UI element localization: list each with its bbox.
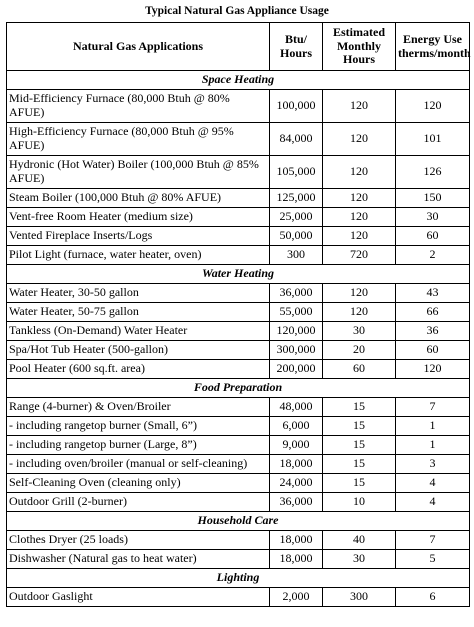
section-title: Water Heating <box>7 265 470 284</box>
hours-cell: 40 <box>323 531 396 550</box>
app-cell: - including rangetop burner (Small, 6”) <box>7 417 270 436</box>
hours-cell: 30 <box>323 550 396 569</box>
btu-cell: 25,000 <box>270 208 323 227</box>
therms-cell: 43 <box>396 284 470 303</box>
table-body <box>7 71 470 607</box>
app-cell: Hydronic (Hot Water) Boiler (100,000 Btuh @ 85% AFUE) <box>7 156 270 189</box>
therms-cell: 30 <box>396 208 470 227</box>
therms-cell: 1 <box>396 436 470 455</box>
therms-cell: 3 <box>396 455 470 474</box>
app-cell: Steam Boiler (100,000 Btuh @ 80% AFUE) <box>7 189 270 208</box>
hours-cell: 120 <box>323 227 396 246</box>
btu-cell: 300 <box>270 246 323 265</box>
app-cell: Range (4-burner) & Oven/Broiler <box>7 398 270 417</box>
app-cell: Water Heater, 50-75 gallon <box>7 303 270 322</box>
app-cell: Pilot Light (furnace, water heater, oven) <box>7 246 270 265</box>
therms-cell: 7 <box>396 398 470 417</box>
table-row <box>7 474 470 493</box>
btu-cell: 18,000 <box>270 550 323 569</box>
table-row <box>7 455 470 474</box>
btu-cell: 55,000 <box>270 303 323 322</box>
app-cell: Pool Heater (600 sq.ft. area) <box>7 360 270 379</box>
therms-cell: 66 <box>396 303 470 322</box>
table-row <box>7 436 470 455</box>
table-row <box>7 227 470 246</box>
hours-cell: 120 <box>323 303 396 322</box>
app-cell: - including rangetop burner (Large, 8”) <box>7 436 270 455</box>
table-row <box>7 550 470 569</box>
table-row <box>7 303 470 322</box>
btu-cell: 36,000 <box>270 284 323 303</box>
btu-cell: 24,000 <box>270 474 323 493</box>
hours-cell: 15 <box>323 398 396 417</box>
header-energy: Energy Use therms/month <box>396 23 470 71</box>
table-row <box>7 398 470 417</box>
section-title: Space Heating <box>7 71 470 90</box>
btu-cell: 50,000 <box>270 227 323 246</box>
hours-cell: 10 <box>323 493 396 512</box>
app-cell: Self-Cleaning Oven (cleaning only) <box>7 474 270 493</box>
btu-cell: 2,000 <box>270 588 323 607</box>
btu-cell: 48,000 <box>270 398 323 417</box>
hours-cell: 120 <box>323 284 396 303</box>
hours-cell: 60 <box>323 360 396 379</box>
therms-cell: 4 <box>396 493 470 512</box>
therms-cell: 4 <box>396 474 470 493</box>
btu-cell: 84,000 <box>270 123 323 156</box>
table-row <box>7 341 470 360</box>
table-row <box>7 588 470 607</box>
btu-cell: 105,000 <box>270 156 323 189</box>
table-row <box>7 189 470 208</box>
table-row <box>7 417 470 436</box>
table-row <box>7 322 470 341</box>
table-row <box>7 284 470 303</box>
therms-cell: 60 <box>396 227 470 246</box>
btu-cell: 100,000 <box>270 90 323 123</box>
section-header-row <box>7 71 470 90</box>
table-row <box>7 156 470 189</box>
section-title: Food Preparation <box>7 379 470 398</box>
hours-cell: 15 <box>323 455 396 474</box>
app-cell: Mid-Efficiency Furnace (80,000 Btuh @ 80% AFUE) <box>7 90 270 123</box>
btu-cell: 36,000 <box>270 493 323 512</box>
app-cell: Spa/Hot Tub Heater (500-gallon) <box>7 341 270 360</box>
section-header-row <box>7 569 470 588</box>
hours-cell: 20 <box>323 341 396 360</box>
btu-cell: 125,000 <box>270 189 323 208</box>
btu-cell: 300,000 <box>270 341 323 360</box>
hours-cell: 15 <box>323 474 396 493</box>
therms-cell: 60 <box>396 341 470 360</box>
therms-cell: 120 <box>396 360 470 379</box>
btu-cell: 18,000 <box>270 455 323 474</box>
hours-cell: 300 <box>323 588 396 607</box>
therms-cell: 2 <box>396 246 470 265</box>
hours-cell: 120 <box>323 189 396 208</box>
table-row <box>7 123 470 156</box>
app-cell: Water Heater, 30-50 gallon <box>7 284 270 303</box>
header-hours: Estimated Monthly Hours <box>323 23 396 71</box>
hours-cell: 30 <box>323 322 396 341</box>
table-row <box>7 246 470 265</box>
hours-cell: 15 <box>323 417 396 436</box>
section-title: Lighting <box>7 569 470 588</box>
table-row <box>7 493 470 512</box>
table-row <box>7 208 470 227</box>
hours-cell: 120 <box>323 208 396 227</box>
section-title: Household Care <box>7 512 470 531</box>
header-application: Natural Gas Applications <box>7 23 270 71</box>
hours-cell: 15 <box>323 436 396 455</box>
therms-cell: 126 <box>396 156 470 189</box>
table-title: Typical Natural Gas Appliance Usage <box>145 5 329 17</box>
therms-cell: 36 <box>396 322 470 341</box>
table-row <box>7 531 470 550</box>
app-cell: Vent-free Room Heater (medium size) <box>7 208 270 227</box>
therms-cell: 5 <box>396 550 470 569</box>
table-row <box>7 90 470 123</box>
app-cell: Clothes Dryer (25 loads) <box>7 531 270 550</box>
section-header-row <box>7 379 470 398</box>
therms-cell: 6 <box>396 588 470 607</box>
header-row <box>7 23 470 71</box>
header-btu: Btu/ Hours <box>270 23 323 71</box>
table-row <box>7 360 470 379</box>
hours-cell: 720 <box>323 246 396 265</box>
hours-cell: 120 <box>323 156 396 189</box>
app-cell: Dishwasher (Natural gas to heat water) <box>7 550 270 569</box>
hours-cell: 120 <box>323 123 396 156</box>
btu-cell: 18,000 <box>270 531 323 550</box>
app-cell: Vented Fireplace Inserts/Logs <box>7 227 270 246</box>
therms-cell: 1 <box>396 417 470 436</box>
section-header-row <box>7 265 470 284</box>
btu-cell: 6,000 <box>270 417 323 436</box>
btu-cell: 120,000 <box>270 322 323 341</box>
section-header-row <box>7 512 470 531</box>
hours-cell: 120 <box>323 90 396 123</box>
therms-cell: 101 <box>396 123 470 156</box>
btu-cell: 200,000 <box>270 360 323 379</box>
app-cell: - including oven/broiler (manual or self-cleaning) <box>7 455 270 474</box>
appliance-usage-table <box>6 22 470 607</box>
therms-cell: 7 <box>396 531 470 550</box>
therms-cell: 150 <box>396 189 470 208</box>
therms-cell: 120 <box>396 90 470 123</box>
app-cell: Tankless (On-Demand) Water Heater <box>7 322 270 341</box>
btu-cell: 9,000 <box>270 436 323 455</box>
app-cell: Outdoor Gaslight <box>7 588 270 607</box>
app-cell: High-Efficiency Furnace (80,000 Btuh @ 95% AFUE) <box>7 123 270 156</box>
app-cell: Outdoor Grill (2-burner) <box>7 493 270 512</box>
